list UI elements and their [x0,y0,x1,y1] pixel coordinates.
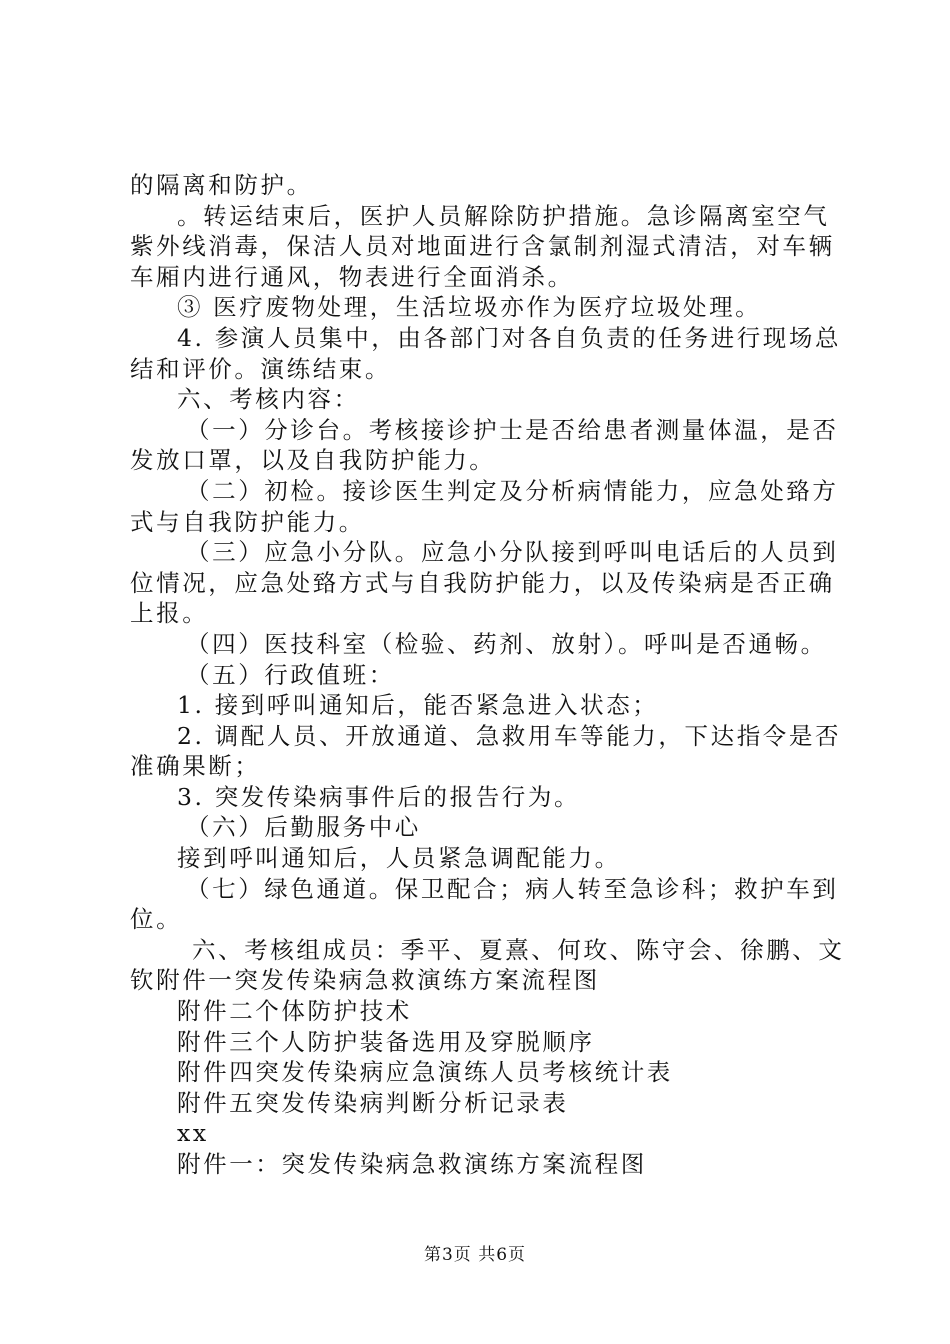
body-line: （六）后勤服务中心 [186,813,421,842]
body-line: 上报。 [130,599,209,628]
attachment-line: 附件五突发传染病判断分析记录表 [177,1088,569,1117]
body-line: xx [177,1119,209,1148]
attachment-line: 附件三个人防护装备选用及穿脱顺序 [177,1027,595,1056]
attachment-line: 附件四突发传染病应急演练人员考核统计表 [177,1058,673,1087]
document-body [130,170,845,1180]
body-line: ③ 医疗废物处理，生活垃圾亦作为医疗垃圾处理。 [177,293,762,322]
body-line: （五）行政值班： [186,660,395,689]
body-line: 1. 接到呼叫通知后，能否紧急进入状态； [177,691,659,720]
body-line: 的隔离和防护。 [130,171,313,199]
section-heading: 六、考核组成员：季平、夏熹、何玫、陈守会、徐鹏、文 [192,935,845,964]
body-line: 。转运结束后，医护人员解除防护措施。急诊隔离室空气 [177,201,830,230]
body-line: （四）医技科室（检验、药剂、放射）。呼叫是否通畅。 [186,629,827,658]
body-line: 钦附件一突发传染病急救演练方案流程图 [130,966,600,995]
body-line: （一）分诊台。考核接诊护士是否给患者测量体温，是否 [186,415,839,444]
body-line: 紫外线消毒，保洁人员对地面进行含氯制剂湿式清洁，对车辆 [130,232,835,261]
body-line: 准确果断； [130,752,261,781]
body-line: （七）绿色通道。保卫配合；病人转至急诊科；救护车到 [186,874,839,903]
body-line: （二）初检。接诊医生判定及分析病情能力，应急处臵方 [186,476,839,505]
attachment-title: 附件一：突发传染病急救演练方案流程图 [177,1150,647,1178]
body-line: （三）应急小分队。应急小分队接到呼叫电话后的人员到 [186,538,839,567]
body-line: 发放口罩，以及自我防护能力。 [130,446,496,475]
section-heading: 六、考核内容： [177,385,360,414]
body-line: 位情况，应急处臵方式与自我防护能力，以及传染病是否正确 [130,568,835,597]
body-line: 4. 参演人员集中，由各部门对各自负责的任务进行现场总 [177,323,842,352]
page-number-footer: 第3页 共6页 [423,1245,527,1265]
body-line: 位。 [130,905,183,934]
body-line: 2. 调配人员、开放通道、急救用车等能力，下达指令是否 [177,721,842,750]
body-line: 车厢内进行通风，物表进行全面消杀。 [130,262,574,291]
body-line: 3. 突发传染病事件后的报告行为。 [177,782,581,811]
body-line: 结和评价。演练结束。 [130,354,391,383]
attachment-line: 附件二个体防护技术 [177,997,412,1026]
body-line: 式与自我防护能力。 [130,507,365,536]
body-line: 接到呼叫通知后，人员紧急调配能力。 [177,844,621,873]
